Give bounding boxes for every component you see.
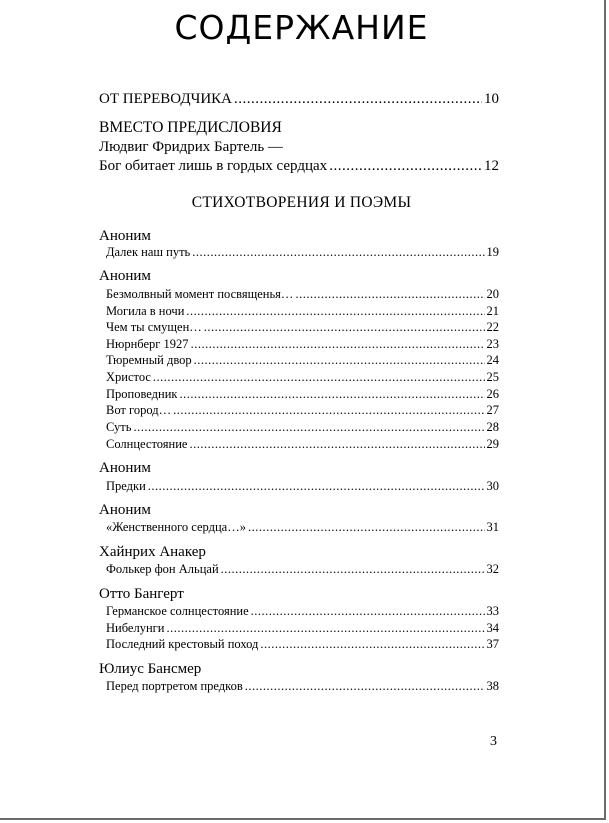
toc-entry-page: 23	[486, 336, 499, 351]
toc-entry-page: 21	[486, 303, 499, 318]
toc-entry-page: 22	[486, 320, 499, 334]
toc-entry-title: Суть	[106, 420, 132, 434]
leader-dots	[133, 419, 484, 435]
toc-entry-title: Далек наш путь	[106, 245, 191, 259]
toc-entry-page: 34	[486, 621, 499, 635]
toc-entry-title: Христос	[106, 370, 151, 384]
leader-dots	[192, 244, 484, 260]
toc-entry-page: 27	[486, 403, 499, 417]
toc-entry-page: 31	[486, 520, 499, 534]
toc-entry-title: Германское солнцестояние	[106, 604, 249, 618]
toc-entry-title: Нюрнберг 1927	[106, 336, 189, 351]
toc-entry	[106, 419, 499, 435]
toc-entry	[106, 636, 499, 652]
toc-entry	[106, 402, 499, 418]
toc-entry-page: 33	[486, 604, 499, 618]
toc-entry-title: «Женственного сердца…»	[106, 520, 246, 534]
toc-entry-page: 37	[486, 637, 499, 651]
leader-dots	[191, 336, 485, 352]
toc-entry	[106, 369, 499, 385]
toc-entry-page: 26	[486, 386, 499, 401]
toc-entry-title: Солнцестояние	[106, 436, 188, 451]
author-name: Хайнрих Анакер	[99, 544, 206, 560]
toc-entry	[106, 519, 499, 535]
toc-entry	[106, 678, 499, 694]
toc-entry-title: Безмолвный момент посвященья…	[106, 287, 294, 301]
leader-dots	[173, 402, 484, 418]
toc-entry	[106, 319, 499, 335]
toc-entry-preface	[99, 157, 499, 175]
leader-dots	[248, 519, 485, 535]
toc-entry	[106, 436, 499, 452]
leader-dots	[194, 352, 485, 368]
toc-entry-title: Нибелунги	[106, 621, 165, 635]
leader-dots	[204, 319, 485, 335]
toc-entry	[106, 620, 499, 636]
leader-dots	[189, 436, 484, 452]
author-name: Юлиус Бансмер	[99, 661, 202, 677]
toc-entry-page: 32	[486, 562, 499, 576]
toc-entry-page: 25	[486, 370, 499, 384]
toc-entry	[106, 352, 499, 368]
leader-dots	[234, 90, 482, 108]
leader-dots	[148, 478, 485, 494]
toc-entry-title: Могила в ночи	[106, 303, 185, 318]
leader-dots	[166, 620, 484, 636]
toc-entry-title: Тюремный двор	[106, 353, 192, 367]
toc-entry	[106, 561, 499, 577]
toc-entry-title: Последний крестовый поход	[106, 637, 259, 651]
toc-entry-translator	[99, 90, 499, 108]
toc-entry-page: 19	[486, 245, 499, 259]
leader-dots	[251, 603, 485, 619]
author-name: Аноним	[99, 228, 151, 244]
toc-entry	[106, 603, 499, 619]
toc-entry-title: Фолькер фон Альцай	[106, 562, 219, 576]
toc-entry-title: Чем ты смущен…	[106, 320, 202, 334]
toc-entry-page: 29	[486, 436, 499, 451]
toc-entry	[106, 478, 499, 494]
toc-entry-title: Бог обитает лишь в гордых сердцах	[99, 158, 328, 174]
toc-entry-page: 38	[486, 679, 499, 693]
leader-dots	[245, 678, 485, 694]
toc-entry	[106, 336, 499, 352]
toc-entry	[106, 303, 499, 319]
leader-dots	[221, 561, 485, 577]
toc-entry	[106, 286, 499, 302]
toc-entry-title: Перед портретом предков	[106, 679, 243, 693]
leader-dots	[153, 369, 485, 385]
author-name: Аноним	[99, 502, 151, 518]
toc-entry	[106, 244, 499, 260]
toc-entry-page: 10	[484, 91, 499, 107]
section-title: СТИХОТВОРЕНИЯ И ПОЭМЫ	[191, 194, 412, 211]
page-number: 3	[490, 734, 497, 749]
leader-dots	[295, 286, 484, 302]
toc-entry-page: 30	[486, 479, 499, 493]
toc-entry	[106, 386, 499, 402]
leader-dots	[329, 157, 482, 175]
toc-entry-title: ОТ ПЕРЕВОДЧИКА	[99, 91, 232, 107]
leader-dots	[260, 636, 484, 652]
author-name: Отто Бангерт	[99, 586, 184, 602]
leader-dots	[180, 386, 485, 402]
author-name: Аноним	[99, 460, 151, 476]
toc-entry-page: 24	[486, 353, 499, 367]
page-title: СОДЕРЖАНИЕ	[174, 8, 429, 47]
preface-heading: ВМЕСТО ПРЕДИСЛОВИЯ	[99, 119, 282, 136]
toc-entry-title: Вот город…	[106, 403, 172, 417]
toc-entry-title: Предки	[106, 479, 146, 493]
toc-entry-page: 12	[484, 158, 499, 174]
toc-entry-title: Проповедник	[106, 386, 178, 401]
toc-entry-page: 20	[486, 287, 499, 301]
toc-entry-page: 28	[486, 420, 499, 434]
author-name: Аноним	[99, 268, 151, 284]
leader-dots	[186, 303, 484, 319]
preface-line: Людвиг Фридрих Бартель —	[99, 139, 283, 155]
